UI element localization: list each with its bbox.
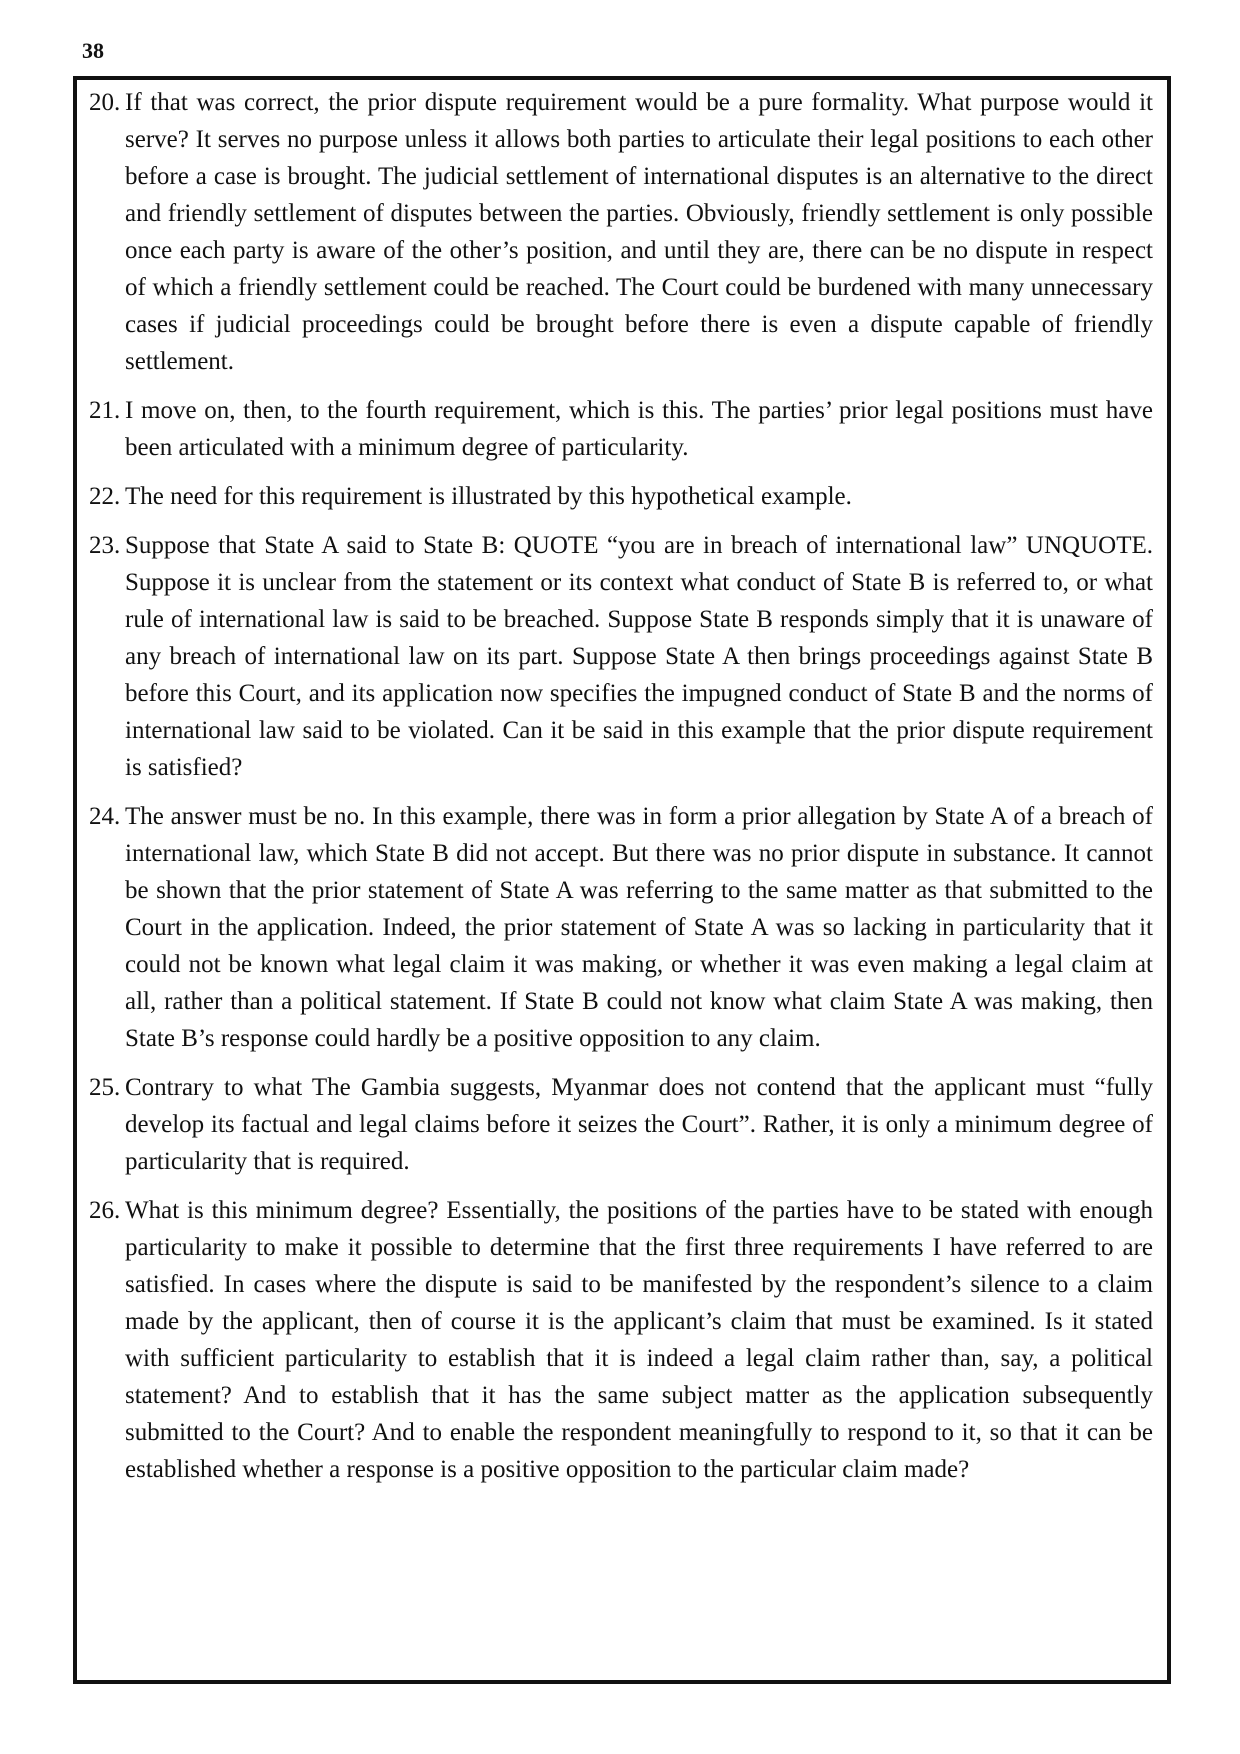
paragraph-text: What is this minimum degree? Essentially, the positions of the parties have to be stated with enough particularity to make it possible to determine that the first three requirements I have referred to are satisfied. In cases where the dispute is said to be manifested by the respondent’s silence to a claim made by the applicant, then of course it is the applicant’s claim that must be examined. Is it stated with sufficient particularity to establish that it is indeed a legal claim rather than, say, a political statement? And to establish that it has the same subject matter as the application subsequently submitted to the Court? And to enable the respondent meaningfully to respond to it, so that it can be established whether a response is a positive opposition to the particular claim made? <box>125 1197 1153 1483</box>
paragraph-text: Contrary to what The Gambia suggests, Myanmar does not contend that the applicant must “fully develop its factual and legal claims before it seizes the Court”. Rather, it is only a minimum degree of particularity that is required. <box>125 1074 1153 1175</box>
paragraph-number: 21. <box>89 397 121 424</box>
paragraph-number: 24. <box>89 803 121 830</box>
paragraph-20 <box>89 84 1153 380</box>
paragraph-21 <box>89 392 1153 466</box>
paragraph-25 <box>89 1069 1153 1180</box>
paragraph-23 <box>89 527 1153 786</box>
paragraph-26 <box>89 1192 1153 1488</box>
paragraph-number: 25. <box>89 1074 121 1101</box>
paragraph-number: 22. <box>89 483 121 510</box>
paragraph-text: Suppose that State A said to State B: QUOTE “you are in breach of international law” UNQUOTE. Suppose it is unclear from the statement or its context what conduct of State B is referred to, or what rule of international law is said to be breached. Suppose State B responds simply that it is unaware of any breach of international law on its part. Suppose State A then brings proceedings against State B before this Court, and its application now specifies the impugned conduct of State B and the norms of international law said to be violated. Can it be said in this example that the prior dispute requirement is satisfied? <box>125 532 1153 781</box>
paragraph-number: 26. <box>89 1197 121 1224</box>
paragraph-24 <box>89 798 1153 1057</box>
paragraph-text: The need for this requirement is illustrated by this hypothetical example. <box>125 483 852 510</box>
paragraph-text: The answer must be no. In this example, there was in form a prior allegation by State A of a breach of international law, which State B did not accept. But there was no prior dispute in substance. It cannot be shown that the prior statement of State A was referring to the same matter as that submitted to the Court in the application. Indeed, the prior statement of State A was so lacking in particularity that it could not be known what legal claim it was making, or whether it was even making a legal claim at all, rather than a political statement. If State B could not know what claim State A was making, then State B’s response could hardly be a positive opposition to any claim. <box>125 803 1153 1052</box>
paragraph-text: I move on, then, to the fourth requirement, which is this. The parties’ prior legal positions must have been articulated with a minimum degree of particularity. <box>125 397 1153 461</box>
paragraph-text: If that was correct, the prior dispute requirement would be a pure formality. What purpose would it serve? It serves no purpose unless it allows both parties to articulate their legal positions to each other before a case is brought. The judicial settlement of international disputes is an alternative to the direct and friendly settlement of disputes between the parties. Obviously, friendly settlement is only possible once each party is aware of the other’s position, and until they are, there can be no dispute in respect of which a friendly settlement could be reached. The Court could be burdened with many unnecessary cases if judicial proceedings could be brought before there is even a dispute capable of friendly settlement. <box>125 89 1153 375</box>
paragraph-number: 23. <box>89 532 121 559</box>
paragraph-22 <box>89 478 1153 515</box>
page-number: 38 <box>82 38 104 63</box>
text-frame <box>73 76 1171 1684</box>
paragraph-number: 20. <box>89 89 121 116</box>
